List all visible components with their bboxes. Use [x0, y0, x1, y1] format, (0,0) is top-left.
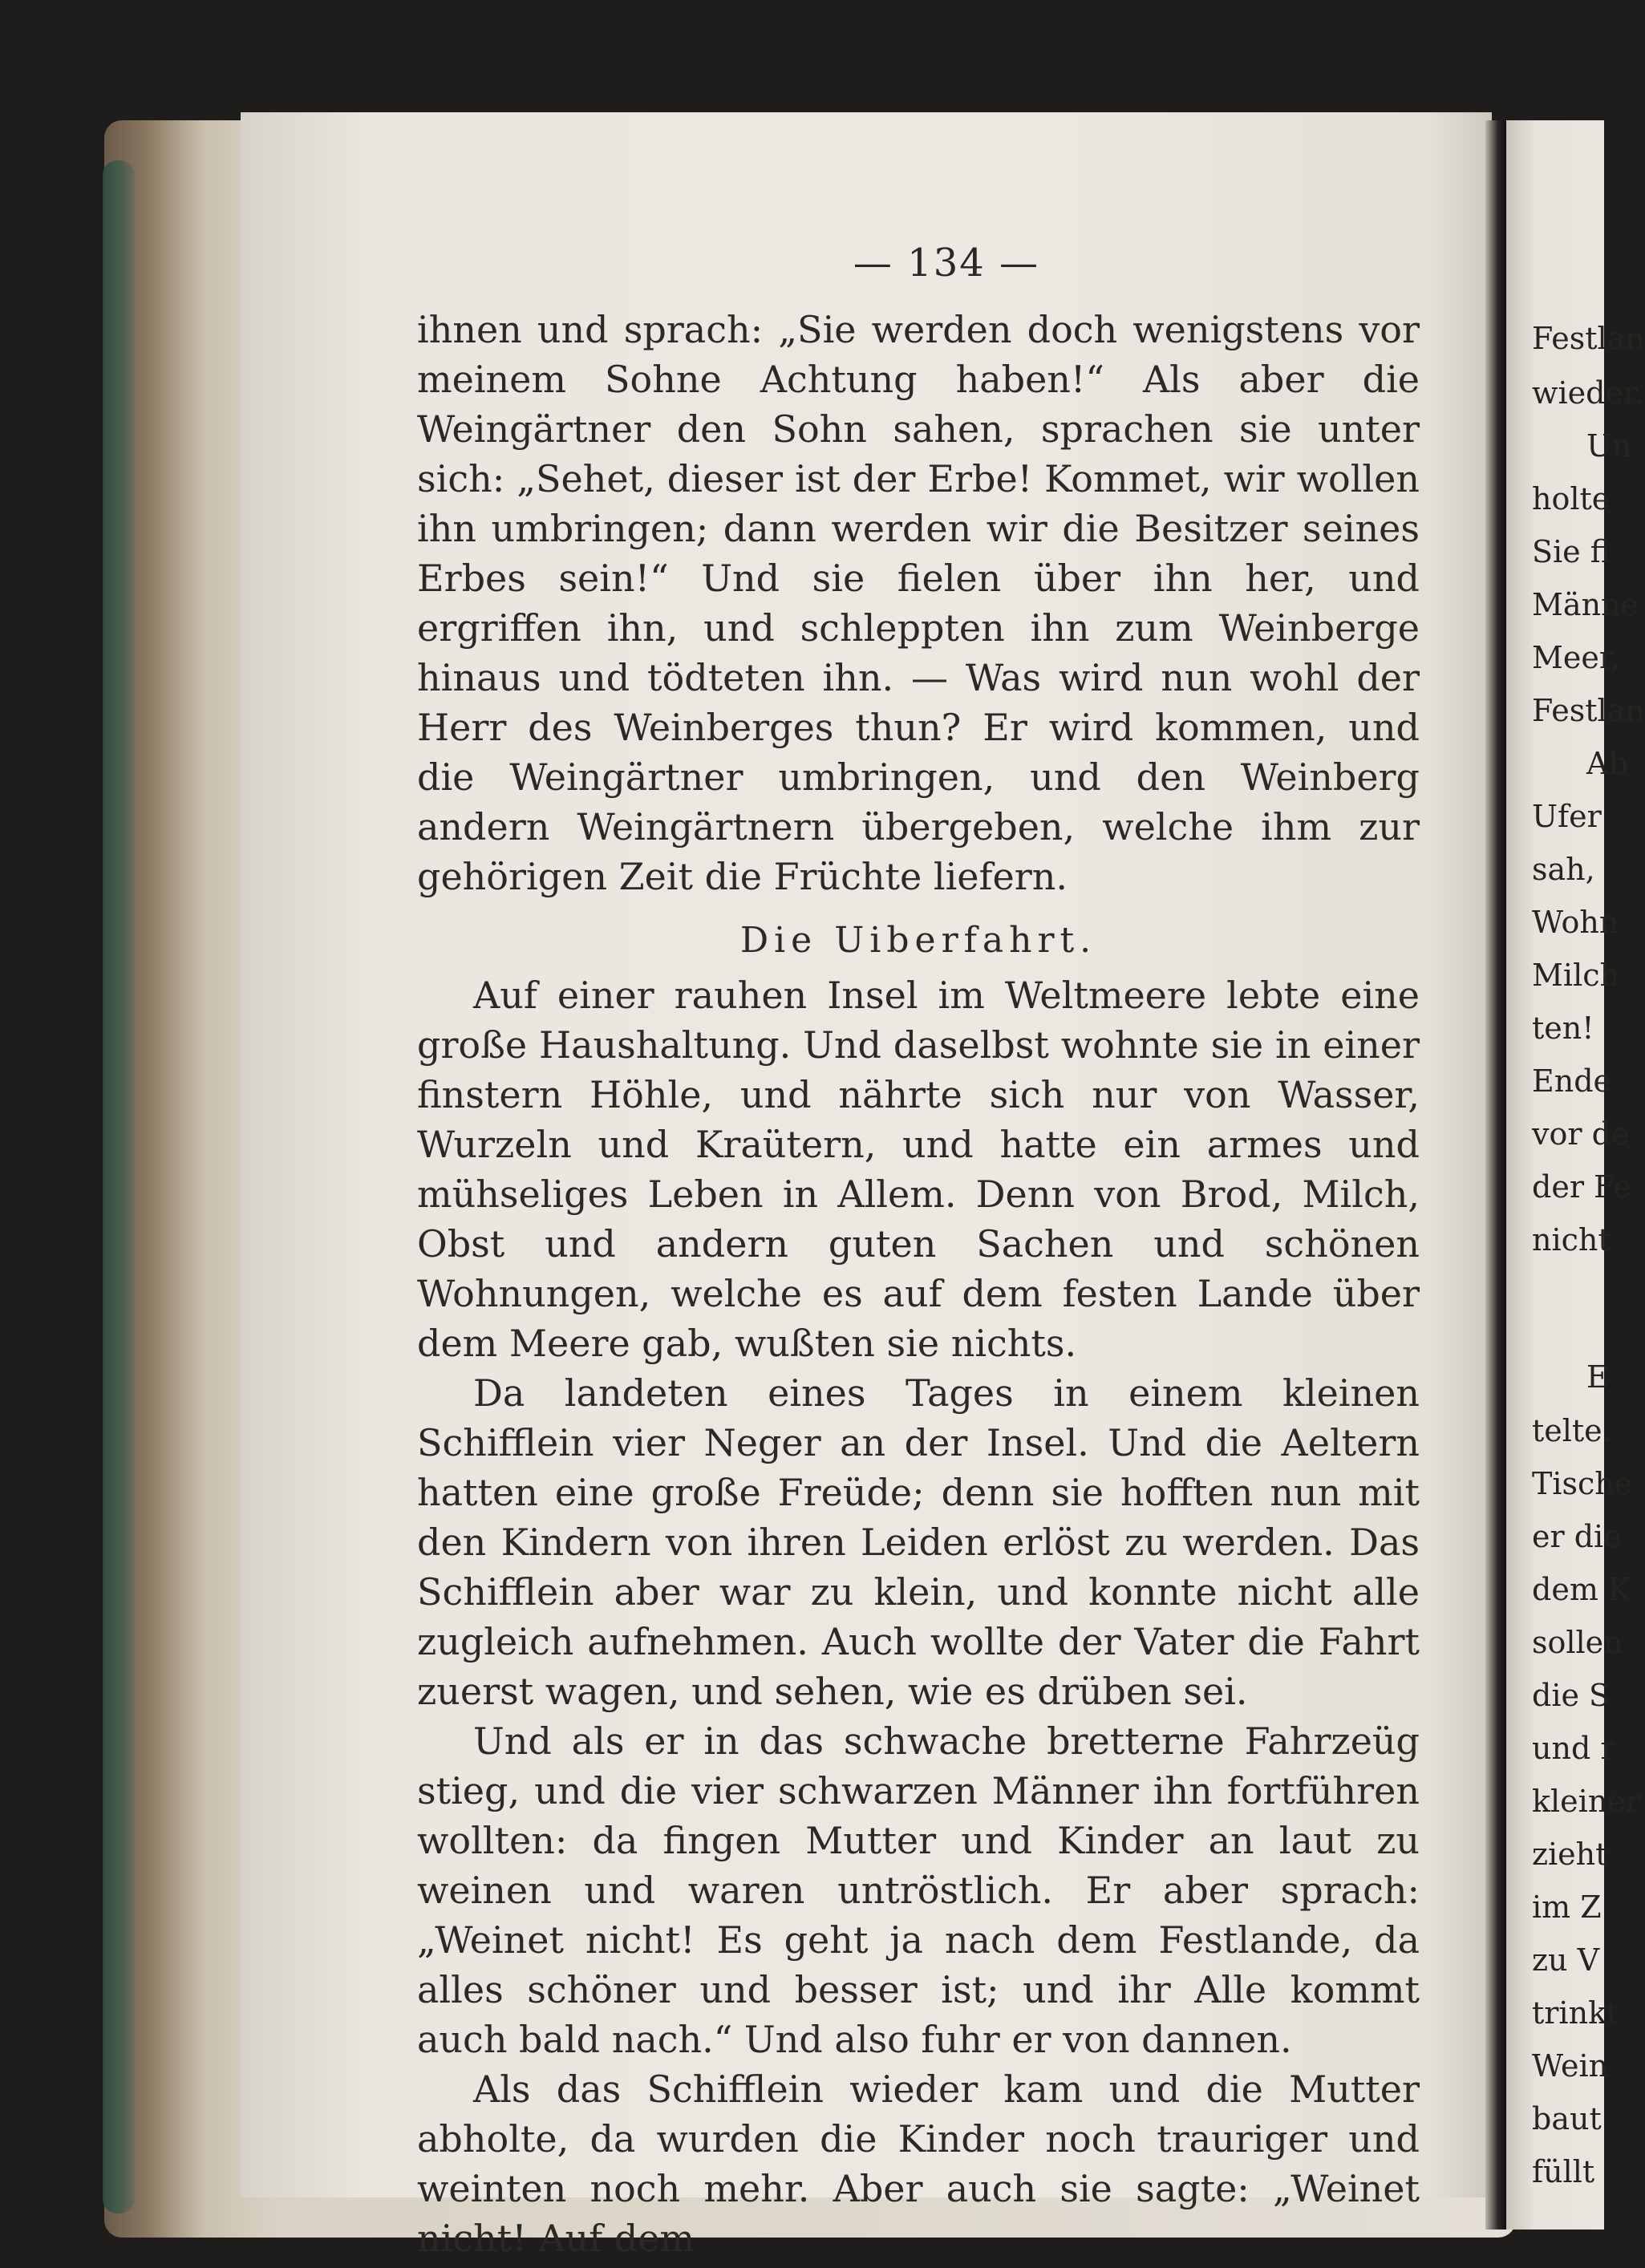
paragraph: Und als er in das schwache bretterne Fahrzeüg stieg, und die vier schwarzen Männer ihn fortführen wollten: da fingen Mutter und Kinder an laut zu weinen und waren untröstlich. Er aber sprach: „Weinet nicht! Es geht ja nach dem Festlande, da alles schöner und besser ist; und ihr Alle kommt auch bald nach.“ Und also fuhr er von dannen.	[417, 1719, 1420, 2061]
section-heading: Die Uiberfahrt.	[739, 920, 1097, 961]
right-page-fragment: Ende	[1532, 1063, 1612, 1099]
right-page-fragment: wieder.	[1532, 375, 1645, 411]
right-page-fragment: Milch	[1532, 958, 1619, 993]
right-page-fragment: und r	[1532, 1731, 1615, 1766]
paragraph: Als das Schifflein wieder kam und die Mutter abholte, da wurden die Kinder noch trauriger und weinten noch mehr. Aber auch sie sagte: „Weinet nicht! Auf dem	[417, 2068, 1420, 2260]
right-page-fragment: Wein	[1532, 2048, 1609, 2084]
right-page-fragment: sollen	[1532, 1625, 1623, 1660]
right-page-fragment: holte	[1532, 481, 1611, 516]
right-page-fragment: dem K	[1532, 1572, 1631, 1607]
page-number: — 134 —	[853, 241, 1040, 286]
right-page-fragment: Meer,	[1532, 640, 1620, 675]
right-page-fragment: Ab	[1586, 746, 1628, 781]
right-page-fragment: füllt	[1532, 2154, 1595, 2189]
right-page	[1506, 120, 1645, 2230]
right-page-fragment: zu V	[1532, 1942, 1600, 1978]
right-page-fragment: Un	[1586, 428, 1632, 464]
paragraph: ihnen und sprach: „Sie werden doch wenigstens vor meinem Sohne Achtung haben!“ Als aber die Weingärtner den Sohn sahen, sprachen sie unter sich: „Sehet, dieser ist der Erbe! Kommet, wir wollen ihn umbringen; dann werden wir die Besitzer seines Erbes sein!“ Und sie fielen über ihn her, und ergriffen ihn, und schleppten ihn zum Weinberge hinaus und tödteten ihn. — Was wird nun wohl der Herr des Weinberges thun? Er wird kommen, und die Weingärtner umbringen, und den Weinberg andern Weingärtnern übergeben, welche ihm zur gehörigen Zeit die Früchte liefern.	[417, 308, 1420, 898]
right-page-fragment: die S	[1532, 1678, 1611, 1713]
right-page-fragment: Wohn	[1532, 905, 1619, 940]
right-page-fragment: Ufer	[1532, 799, 1602, 834]
right-page-fragment: E	[1586, 1359, 1609, 1395]
right-page-fragment: Männe	[1532, 587, 1639, 622]
right-page-fragment: ten!	[1532, 1010, 1594, 1046]
right-page-fragment: Festlan	[1532, 693, 1645, 728]
right-page-fragment: vor de	[1532, 1116, 1630, 1152]
right-page-fragment: er die	[1532, 1519, 1622, 1554]
right-page-fragment: kleiner	[1532, 1784, 1640, 1819]
left-page-text	[417, 305, 1420, 2263]
right-page-fragment: sah,	[1532, 852, 1595, 887]
right-page-fragment: Festlan	[1532, 321, 1645, 356]
paragraph: Auf einer rauhen Insel im Weltmeere lebte eine große Haushaltung. Und daselbst wohnte sie in einer finstern Höhle, und nährte sich nur von Wasser, Wurzeln und Kraütern, und hatte ein armes und mühseliges Leben in Allem. Denn von Brod, Milch, Obst und andern guten Sachen und schönen Wohnungen, welche es auf dem festen Lande über dem Meere gab, wußten sie nichts.	[417, 974, 1420, 1365]
right-page-fragment: telte.	[1532, 1413, 1612, 1448]
right-page-fragment: im Z	[1532, 1889, 1602, 1925]
right-page-fragment: nicht	[1532, 1222, 1611, 1258]
right-page-fragment: baut	[1532, 2101, 1602, 2136]
paragraph: Da landeten eines Tages in einem kleinen Schifflein vier Neger an der Insel. Und die Aeltern hatten eine große Freüde; denn sie hofften nun mit den Kindern von ihren Leiden erlöst zu werden. Das Schifflein aber war zu klein, und konnte nicht alle zugleich aufnehmen. Auch wollte der Vater die Fahrt zuerst wagen, und sehen, wie es drüben sei.	[417, 1371, 1420, 1713]
right-page-fragment: trinkt	[1532, 1995, 1619, 2031]
right-page-fragment: der Fe	[1532, 1169, 1631, 1205]
book-gutter	[1485, 120, 1506, 2230]
right-page-fragment: Sie fi	[1532, 534, 1611, 569]
book-spine	[103, 160, 135, 2213]
right-page-fragment: Tische	[1532, 1466, 1633, 1501]
right-page-fragment: zieht	[1532, 1837, 1608, 1872]
